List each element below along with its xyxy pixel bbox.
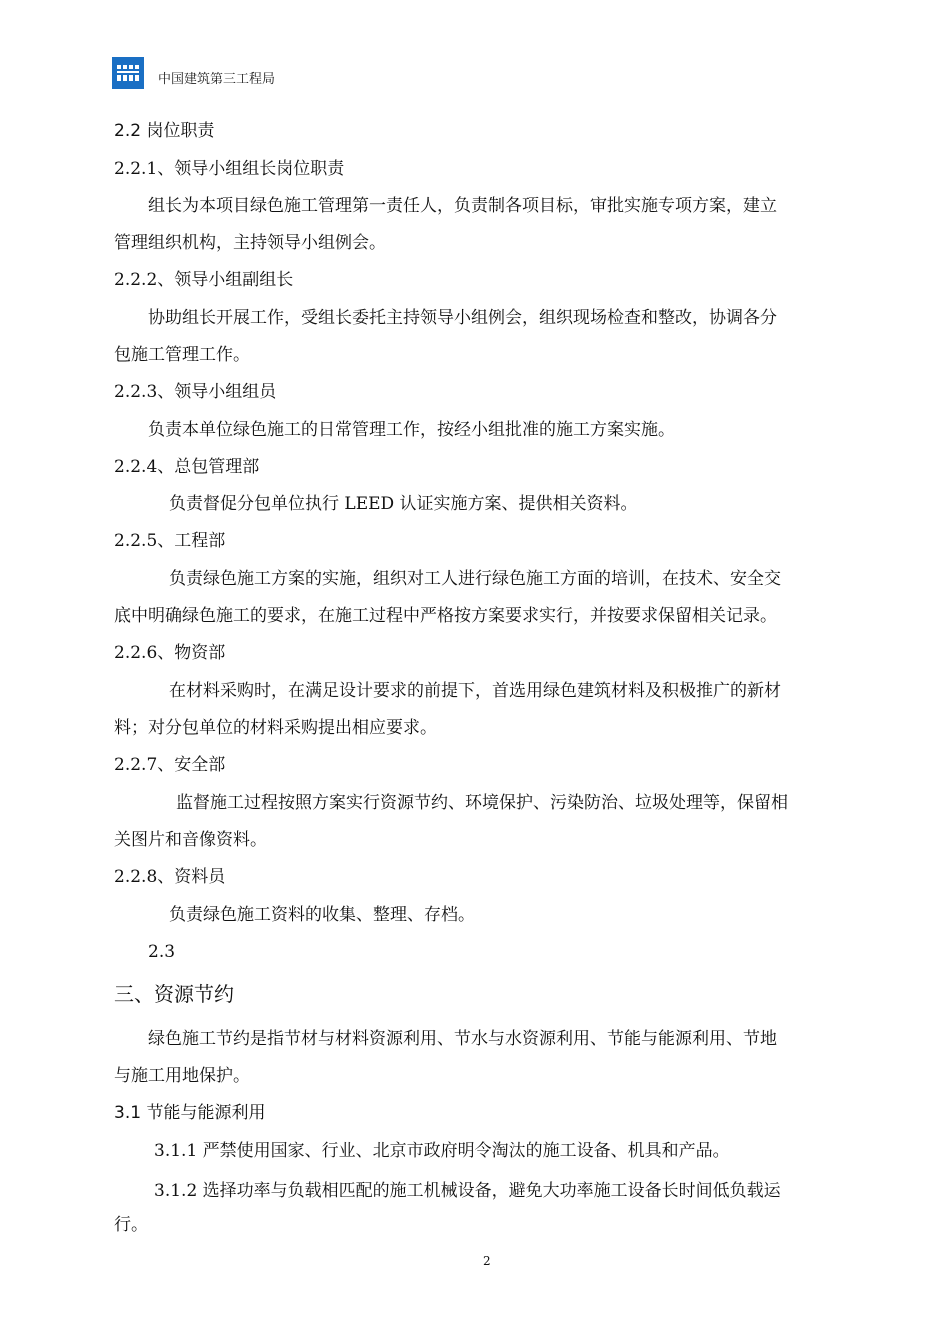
paragraph-3-line1: 绿色施工节约是指节材与材料资源利用、节水与水资源利用、节能与能源利用、节地 bbox=[148, 1029, 777, 1049]
paragraph-2-2-7-line1: 监督施工过程按照方案实行资源节约、环境保护、污染防治、垃圾处理等，保留相 bbox=[176, 793, 788, 813]
heading-2-2-3: 2.2.3、领导小组组员 bbox=[114, 382, 277, 402]
paragraph-2-2-2-line1: 协助组长开展工作，受组长委托主持领导小组例会，组织现场检查和整改，协调各分 bbox=[148, 308, 777, 328]
company-name: 中国建筑第三工程局 bbox=[158, 72, 276, 87]
paragraph-3-1-1: 3.1.1 严禁使用国家、行业、北京市政府明令淘汰的施工设备、机具和产品。 bbox=[154, 1141, 730, 1161]
heading-2-2-8: 2.2.8、资料员 bbox=[114, 867, 226, 887]
heading-2-2-2: 2.2.2、领导小组副组长 bbox=[114, 270, 294, 290]
paragraph-2-2-5-line2: 底中明确绿色施工的要求，在施工过程中严格按方案要求实行，并按要求保留相关记录。 bbox=[114, 606, 777, 626]
paragraph-3-1-2-line2: 行。 bbox=[114, 1215, 148, 1235]
heading-2-3: 2.3 bbox=[148, 942, 176, 962]
paragraph-2-2-6-line1: 在材料采购时，在满足设计要求的前提下，首选用绿色建筑材料及积极推广的新材 bbox=[169, 681, 781, 701]
page-number: 2 bbox=[483, 1254, 491, 1268]
cscec-logo-icon bbox=[112, 57, 144, 89]
paragraph-2-2-7-line2: 关图片和音像资料。 bbox=[114, 830, 267, 850]
paragraph-2-2-1-line2: 管理组织机构，主持领导小组例会。 bbox=[114, 233, 386, 253]
paragraph-2-2-4: 负责督促分包单位执行 LEED 认证实施方案、提供相关资料。 bbox=[169, 494, 638, 514]
paragraph-2-2-8: 负责绿色施工资料的收集、整理、存档。 bbox=[169, 905, 475, 925]
heading-2-2: 2.2 岗位职责 bbox=[114, 121, 215, 141]
heading-3-1: 3.1 节能与能源利用 bbox=[114, 1103, 266, 1123]
heading-2-2-1: 2.2.1、领导小组组长岗位职责 bbox=[114, 159, 345, 179]
heading-2-2-7: 2.2.7、安全部 bbox=[114, 755, 226, 775]
heading-2-2-4: 2.2.4、总包管理部 bbox=[114, 457, 260, 477]
paragraph-2-2-2-line2: 包施工管理工作。 bbox=[114, 345, 250, 365]
paragraph-2-2-3: 负责本单位绿色施工的日常管理工作，按经小组批准的施工方案实施。 bbox=[148, 420, 675, 440]
heading-section-3: 三、资源节约 bbox=[114, 982, 234, 1006]
paragraph-3-1-2-line1: 3.1.2 选择功率与负载相匹配的施工机械设备，避免大功率施工设备长时间低负载运 bbox=[154, 1181, 781, 1201]
paragraph-2-2-6-line2: 料；对分包单位的材料采购提出相应要求。 bbox=[114, 718, 437, 738]
paragraph-2-2-1-line1: 组长为本项目绿色施工管理第一责任人，负责制各项目标，审批实施专项方案，建立 bbox=[148, 196, 777, 216]
heading-2-2-6: 2.2.6、物资部 bbox=[114, 643, 226, 663]
heading-2-2-5: 2.2.5、工程部 bbox=[114, 531, 226, 551]
paragraph-2-2-5-line1: 负责绿色施工方案的实施，组织对工人进行绿色施工方面的培训，在技术、安全交 bbox=[169, 569, 781, 589]
paragraph-3-line2: 与施工用地保护。 bbox=[114, 1066, 250, 1086]
